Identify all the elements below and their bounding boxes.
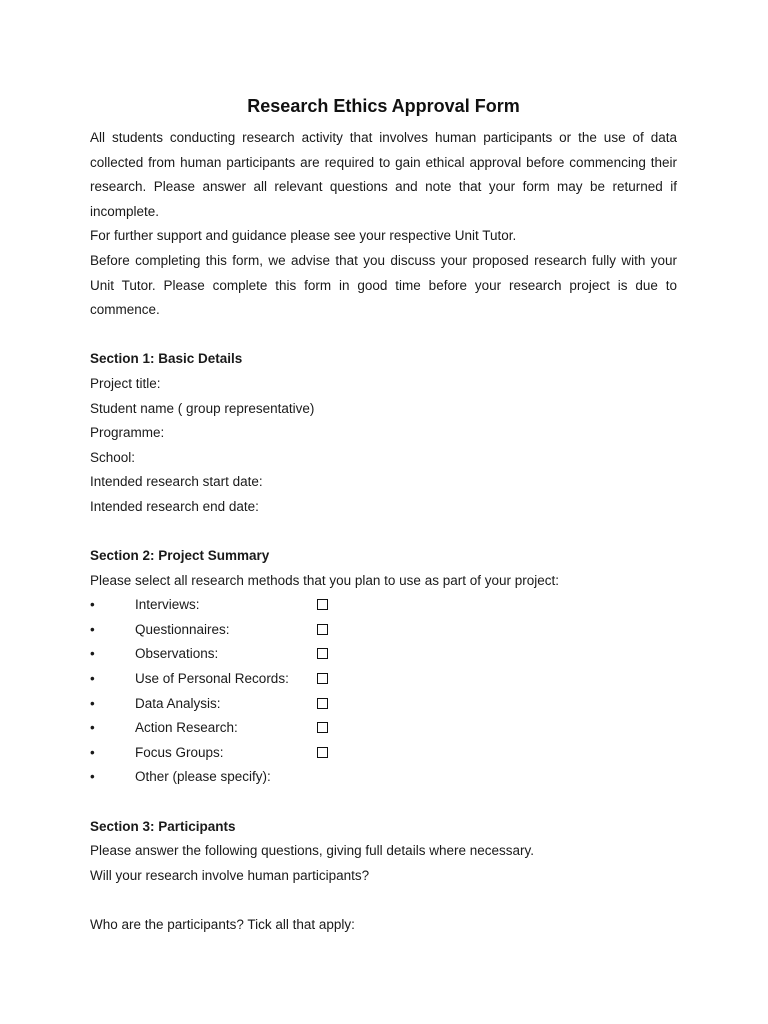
section-1-heading: Section 1: Basic Details bbox=[90, 351, 243, 367]
spacer bbox=[90, 323, 677, 348]
question-who-participants: Who are the participants? Tick all that apply: bbox=[90, 917, 355, 932]
section-3-heading: Section 3: Participants bbox=[90, 818, 236, 834]
bullet-icon: • bbox=[90, 695, 95, 711]
field-school[interactable]: School: bbox=[90, 449, 136, 465]
checkbox-interviews[interactable] bbox=[317, 599, 328, 610]
method-label: Observations: bbox=[135, 646, 219, 662]
bullet-icon: • bbox=[90, 597, 95, 613]
field-programme[interactable]: Programme: bbox=[90, 425, 165, 441]
checkbox-observations[interactable] bbox=[317, 648, 328, 659]
spacer bbox=[90, 888, 677, 913]
intro-paragraph-requirements: All students conducting research activity that involves human participants or the use of data collected from human participants are required to gain ethical approval before commencing their research. Please answer all relevant questions and note that your form may be returned if incomplete. bbox=[90, 130, 677, 219]
method-label: Use of Personal Records: bbox=[135, 671, 289, 687]
participants-instruction: Please answer the following questions, giving full details where necessary. bbox=[90, 843, 534, 859]
question-human-participants[interactable]: Will your research involve human participants? bbox=[90, 867, 370, 883]
method-label: Focus Groups: bbox=[135, 744, 224, 760]
method-item-action-research bbox=[90, 716, 677, 741]
method-item-focus-groups bbox=[90, 741, 677, 766]
form-page bbox=[90, 92, 677, 938]
field-student-name[interactable]: Student name ( group representative) bbox=[90, 400, 315, 416]
intro-paragraph-advice: Before completing this form, we advise that you discuss your proposed research fully with your Unit Tutor. Please complete this form in good time before your research project is due to commence. bbox=[90, 252, 677, 318]
bullet-icon: • bbox=[90, 621, 95, 637]
method-item-observations bbox=[90, 642, 677, 667]
bullet-icon: • bbox=[90, 769, 95, 785]
checkbox-focus-groups[interactable] bbox=[317, 747, 328, 758]
bullet-icon: • bbox=[90, 646, 95, 662]
method-item-personal-records bbox=[90, 667, 677, 692]
bullet-icon: • bbox=[90, 744, 95, 760]
checkbox-personal-records[interactable] bbox=[317, 673, 328, 684]
method-label: Data Analysis: bbox=[135, 695, 221, 711]
other-specify-label[interactable]: Other (please specify): bbox=[135, 769, 271, 785]
field-end-date[interactable]: Intended research end date: bbox=[90, 498, 259, 514]
checkbox-questionnaires[interactable] bbox=[317, 624, 328, 635]
methods-prompt: Please select all research methods that you plan to use as part of your project: bbox=[90, 572, 560, 588]
method-label: Interviews: bbox=[135, 597, 200, 613]
checkbox-data-analysis[interactable] bbox=[317, 698, 328, 709]
spacer bbox=[90, 520, 677, 545]
method-item-interviews bbox=[90, 593, 677, 618]
bullet-icon: • bbox=[90, 671, 95, 687]
bullet-icon: • bbox=[90, 720, 95, 736]
section-2-heading: Section 2: Project Summary bbox=[90, 548, 270, 564]
checkbox-action-research[interactable] bbox=[317, 722, 328, 733]
method-label: Questionnaires: bbox=[135, 621, 230, 637]
spacer bbox=[90, 790, 677, 815]
form-title: Research Ethics Approval Form bbox=[247, 96, 520, 116]
method-item-data-analysis bbox=[90, 692, 677, 717]
field-start-date[interactable]: Intended research start date: bbox=[90, 474, 263, 490]
method-label: Action Research: bbox=[135, 720, 238, 736]
intro-paragraph-support: For further support and guidance please see your respective Unit Tutor. bbox=[90, 228, 517, 244]
method-item-questionnaires bbox=[90, 618, 677, 643]
field-project-title[interactable]: Project title: bbox=[90, 375, 161, 391]
method-item-other bbox=[90, 765, 677, 790]
